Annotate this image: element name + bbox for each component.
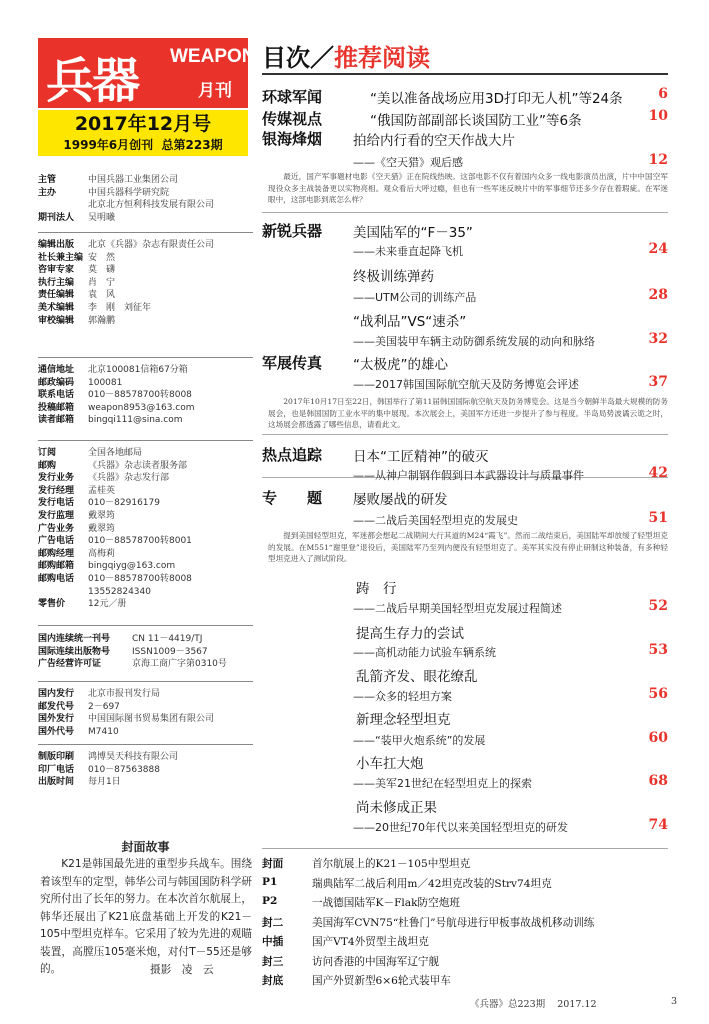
info-label: 邮政编码	[38, 377, 75, 388]
toc-article-title[interactable]: 小车扛大炮	[356, 756, 424, 772]
info-value: M7410	[88, 726, 119, 737]
toc-page-number[interactable]: 74	[648, 817, 668, 833]
toc-page-number[interactable]: 37	[648, 374, 668, 390]
toc-article-subtitle: ——美军21世纪在轻型坦克上的探索	[353, 777, 532, 790]
toc-article-title[interactable]: 乱箭齐发、眼花缭乱	[356, 669, 478, 685]
info-group	[38, 174, 253, 224]
picture-position: 封三	[262, 955, 284, 968]
info-row	[38, 535, 253, 548]
toc-article-title[interactable]: 新理念轻型坦克	[356, 712, 451, 728]
toc-article-subtitle: ——二战后美国轻型坦克的发展史	[353, 514, 518, 527]
picture-index-row	[262, 856, 470, 871]
toc-divider	[262, 212, 668, 213]
info-row	[38, 688, 253, 701]
info-value: 010－88578700转8008	[88, 390, 192, 401]
info-divider	[38, 232, 253, 233]
info-label: 制版印刷	[38, 752, 75, 762]
picture-index-row	[262, 895, 460, 910]
picture-caption: 访问香港的中国海军辽宁舰	[312, 955, 440, 968]
info-row	[38, 212, 253, 225]
info-label: 投稿邮箱	[38, 402, 75, 413]
info-row	[38, 447, 253, 460]
info-label: 社长兼主编	[38, 252, 84, 263]
info-label: 发行经理	[38, 485, 75, 496]
toc-page-number[interactable]: 56	[648, 686, 668, 702]
info-row	[38, 239, 253, 252]
total-issues: 总第223期	[161, 138, 223, 152]
picture-position: 封二	[262, 916, 284, 929]
toc-category: 热点追踪	[262, 446, 323, 464]
toc-page-number[interactable]: 68	[648, 773, 668, 789]
info-row	[38, 497, 253, 510]
info-row	[38, 472, 253, 485]
toc-article-subtitle: ——美国装甲车辆主动防御系统发展的动向和脉络	[353, 335, 595, 348]
info-value: 中国国际图书贸易集团有限公司	[88, 714, 215, 725]
info-value: 高梅莉	[88, 548, 116, 559]
toc-article-title[interactable]: “美以准备战场应用3D打印无人机”等24条	[370, 91, 623, 107]
info-value: 13552824340	[88, 586, 151, 597]
info-label: 订阅	[38, 448, 57, 458]
info-label: 编辑出版	[38, 240, 75, 250]
picture-position: 封面	[262, 858, 284, 870]
info-label: 广告电话	[38, 536, 75, 547]
info-label: 主办	[38, 187, 57, 198]
info-value: 010－88578700转8008	[88, 573, 192, 584]
toc-article-subtitle: ——“装甲火炮系统”的发展	[353, 734, 486, 747]
info-row	[38, 460, 253, 473]
info-row	[38, 252, 253, 265]
picture-position: 封底	[262, 975, 284, 987]
info-label: 审校编辑	[38, 315, 75, 326]
info-row	[38, 586, 253, 599]
info-value: 肖 宁	[88, 277, 116, 288]
footer-journal-name: 《兵器》总223期	[470, 999, 546, 1010]
picture-position: 中插	[262, 936, 284, 948]
info-divider	[38, 681, 253, 682]
info-value: 鸿博昊天科技有限公司	[88, 752, 179, 762]
page-number: 3	[671, 996, 678, 1007]
info-value: CN 11－4419/TJ	[132, 634, 203, 644]
toc-article-subtitle: ——未来垂直起降飞机	[353, 245, 463, 258]
info-label: 印厂电话	[38, 764, 75, 775]
info-label: 国内发行	[38, 689, 75, 699]
info-value: 郭瀚鹏	[88, 315, 116, 326]
info-row	[38, 199, 253, 212]
info-value: 《兵器》杂志发行部	[88, 473, 170, 484]
picture-index-row	[262, 915, 594, 930]
picture-position: P2	[262, 895, 278, 907]
toc-article-title[interactable]: 提高生存力的尝试	[356, 626, 464, 642]
toc-article-title[interactable]: 尚未修成正果	[356, 800, 437, 816]
toc-article-subtitle: ——《空天猎》观后感	[353, 156, 463, 169]
info-value: ISSN1009－3567	[132, 646, 208, 657]
info-row	[38, 302, 253, 315]
info-label: 执行主编	[38, 277, 75, 288]
toc-page-number[interactable]: 24	[648, 241, 668, 257]
toc-article-title[interactable]: 日本“工匠精神”的破灭	[353, 449, 489, 465]
picture-caption: 国产外贸新型6×6轮式装甲车	[312, 975, 451, 987]
info-row	[38, 598, 253, 611]
info-label: 国内连续统一刊号	[38, 634, 111, 644]
info-row	[38, 646, 253, 659]
toc-summary-note: 2017年10月17日至22日，韩国举行了第11届韩国国际航空航天及防务博览会。这是当今朝鲜半岛最大规模的防务展会，也是韩国国防工业水平的集中展现。本次展会上，美国军方还进一步提升了参与程度。半岛局势波谲云诡之时，这场展会都透露了哪些信息，请看此文。	[268, 397, 668, 429]
info-row	[38, 776, 253, 789]
masthead-logo	[38, 38, 256, 109]
info-value: 袁 风	[88, 290, 116, 301]
info-label: 发行业务	[38, 473, 75, 484]
toc-page-number[interactable]: 28	[648, 287, 668, 303]
info-row	[38, 315, 253, 328]
info-value: weapon8953@163.com	[88, 402, 195, 413]
info-row	[38, 264, 253, 277]
info-divider	[38, 744, 253, 745]
toc-category: 军展传真	[262, 354, 323, 372]
picture-index-row	[262, 973, 451, 988]
toc-divider	[262, 434, 668, 435]
info-row	[38, 633, 253, 646]
info-value: 010－82916179	[88, 498, 160, 509]
info-row	[38, 764, 253, 777]
picture-caption: 瑞典陆军二战后利用m／42坦克改装的Strv74坦克	[312, 877, 552, 890]
info-label: 邮购	[38, 460, 57, 471]
info-value: 010－88578700转8001	[88, 536, 192, 547]
info-value: 2－697	[88, 701, 120, 712]
toc-heading-main: 目次／	[262, 44, 334, 72]
toc-page-number[interactable]: 12	[648, 152, 668, 168]
toc-category: 专 题	[262, 489, 323, 507]
info-row	[38, 277, 253, 290]
info-row	[38, 402, 253, 415]
info-value: 安 然	[88, 252, 116, 263]
info-value: 北京100081信箱67分箱	[88, 365, 188, 375]
info-value: bingqiyg@163.com	[88, 561, 176, 572]
picture-position: P1	[262, 875, 278, 888]
toc-article-title[interactable]: “战利品”VS“速杀”	[353, 314, 467, 330]
toc-article-title[interactable]: “太极虎”的雄心	[353, 357, 448, 373]
info-row	[38, 751, 253, 764]
cover-story-text: K21是韩国最先进的重型步兵战车。围绕着该型车的定型，韩华公司与韩国国防科学研究所付出了长年的努力。在本次首尔航展上，韩华还展出了K21底盘基础上开发的K21－105中型坦克样车。它采用了较为先进的观瞄装置，高膛压105毫米炮，对付T－55还是够的。	[40, 858, 252, 975]
info-label: 广告业务	[38, 523, 75, 534]
info-label: 国外发行	[38, 714, 75, 725]
info-value: 李 刚 刘征年	[88, 302, 152, 313]
info-value: 100081	[88, 377, 123, 388]
info-row	[38, 573, 253, 586]
toc-article-subtitle: ——从神户制钢作假到日本武器设计与质量事件	[353, 469, 584, 482]
info-row	[38, 523, 253, 536]
info-label: 广告经营许可证	[38, 659, 102, 670]
info-row	[38, 658, 253, 671]
info-label: 咨审专家	[38, 265, 75, 276]
info-label: 邮购邮箱	[38, 561, 75, 572]
info-group	[38, 633, 253, 671]
info-value: 《兵器》杂志读者服务部	[88, 460, 188, 471]
footer-journal	[470, 996, 597, 1010]
info-row	[38, 713, 253, 726]
info-label: 国际连续出版物号	[38, 646, 111, 657]
info-row	[38, 510, 253, 523]
toc-category: 新锐兵器	[262, 222, 323, 240]
toc-article-title[interactable]: 美国陆军的“F－35”	[353, 225, 473, 241]
toc-page-number[interactable]: 42	[648, 465, 668, 481]
info-value: 中国兵器科学研究院	[88, 187, 170, 198]
toc-page-number[interactable]: 51	[648, 510, 668, 526]
info-value: 010－87563888	[88, 764, 160, 775]
info-group	[38, 447, 253, 611]
cover-story-heading: 封面故事	[121, 840, 170, 854]
toc-article-subtitle: ——众多的轻坦方案	[353, 690, 452, 703]
toc-article-subtitle: ——20世纪70年代以来美国轻型坦克的研发	[353, 821, 568, 834]
info-label: 邮购经理	[38, 548, 75, 559]
info-row	[38, 726, 253, 739]
info-label: 国外代号	[38, 726, 75, 737]
info-value: 戴翠筠	[88, 510, 116, 521]
picture-caption: 首尔航展上的K21－105中型坦克	[312, 858, 471, 870]
issue-banner	[38, 110, 248, 156]
info-value: 戴翠筠	[88, 523, 116, 534]
info-row	[38, 289, 253, 302]
toc-page-number[interactable]: 52	[648, 598, 668, 614]
info-group	[38, 688, 253, 738]
info-value: 孟桂英	[88, 485, 116, 496]
toc-article-subtitle: ——2017韩国国际航空航天及防务博览会评述	[353, 378, 579, 391]
info-label: 主管	[38, 175, 57, 185]
issue-founded	[38, 137, 248, 153]
info-divider	[38, 440, 253, 441]
info-group	[38, 751, 253, 789]
info-row	[38, 364, 253, 377]
issue-number: 2017年12月号	[74, 113, 212, 135]
info-label: 美术编辑	[38, 302, 75, 313]
cover-story-credit: 摄影 凌 云	[150, 964, 214, 976]
info-label: 读者邮箱	[38, 415, 75, 426]
masthead-subtitle: 月刊	[198, 81, 232, 101]
toc-article-title[interactable]: “俄国防部副部长谈国防工业”等6条	[370, 113, 582, 129]
info-label: 通信地址	[38, 365, 75, 375]
pictures-rule	[262, 848, 668, 849]
info-label: 期刊法人	[38, 212, 75, 223]
toc-page-number[interactable]: 60	[648, 730, 668, 746]
info-row	[38, 414, 253, 427]
toc-article-title[interactable]: 屡败屡战的研发	[353, 492, 448, 508]
info-value: 全国各地邮局	[88, 448, 143, 458]
info-label: 邮发代号	[38, 701, 75, 712]
info-label: 发行监理	[38, 510, 75, 521]
info-row	[38, 174, 253, 187]
toc-category: 银海烽烟	[262, 130, 323, 148]
founded-date: 1999年6月创刊	[63, 138, 154, 152]
toc-article-subtitle: ——UTM公司的训练产品	[353, 291, 477, 304]
info-value: 12元／册	[88, 599, 127, 610]
info-value: 中国兵器工业集团公司	[88, 175, 179, 185]
toc-page-number[interactable]: 53	[648, 642, 668, 658]
masthead-title-en: WEAPON	[170, 46, 256, 67]
toc-category: 环球军闻	[262, 88, 323, 106]
info-row	[38, 389, 253, 402]
info-row	[38, 701, 253, 714]
masthead-title-cn: 兵器	[46, 53, 139, 109]
toc-category: 传媒视点	[262, 110, 323, 128]
info-divider	[38, 625, 253, 626]
toc-heading-highlight: 推荐阅读	[334, 44, 430, 72]
toc-article-title[interactable]: 拍给内行看的空天作战大片	[353, 133, 515, 149]
picture-caption: 国产VT4外贸型主战坦克	[312, 936, 429, 948]
toc-article-title[interactable]: 终极训练弹药	[353, 269, 434, 285]
info-row	[38, 377, 253, 390]
info-value: 北京市报刊发行局	[88, 689, 161, 699]
info-row	[38, 560, 253, 573]
picture-index-row	[262, 954, 439, 969]
info-label: 邮购电话	[38, 573, 75, 584]
picture-caption: 一战德国陆军K－Flak防空炮班	[312, 897, 460, 909]
toc-article-subtitle: ——高机动能力试验车辆系统	[353, 646, 496, 659]
toc-summary-note: 提到美国轻型坦克，军迷都会想起二战期间大行其道的M24“霞飞”。然而二战结束后，美国陆军却放缓了轻型坦克的发展。在M551“谢里登”退役后，美国陆军乃至列内便没有轻型坦克了。美军其实没有停止研制这种装备，有多种轻型坦克进入了测试阶段。	[268, 531, 668, 563]
toc-top-rule	[262, 73, 668, 75]
info-label: 联系电话	[38, 390, 75, 401]
toc-heading	[262, 38, 430, 73]
picture-caption: 美国海军CVN75“杜鲁门”号航母进行甲板事故战机移动训练	[312, 916, 595, 929]
info-label	[38, 586, 88, 599]
info-value: 每月1日	[88, 777, 121, 788]
toc-page-number[interactable]: 32	[648, 331, 668, 347]
toc-article-title[interactable]: 踌 行	[356, 581, 397, 597]
info-row	[38, 187, 253, 200]
toc-article-subtitle: ——二战后早期美国轻型坦克发展过程简述	[353, 602, 562, 615]
info-label: 责任编辑	[38, 290, 75, 301]
info-value: 京海工商广字第0310号	[132, 659, 227, 670]
toc-page-number[interactable]: 10	[648, 108, 668, 124]
info-divider	[38, 357, 253, 358]
picture-index-row	[262, 876, 552, 891]
picture-index-row	[262, 934, 429, 949]
info-value: 北京《兵器》杂志有限责任公司	[88, 240, 215, 250]
info-label	[38, 199, 88, 212]
toc-page-number[interactable]: 6	[658, 86, 668, 102]
info-row	[38, 485, 253, 498]
info-label: 发行电话	[38, 498, 75, 509]
info-group	[38, 364, 253, 427]
info-value: 北京北方恒利科技发展有限公司	[88, 200, 215, 211]
footer-date: 2017.12	[557, 999, 597, 1010]
info-group	[38, 239, 253, 327]
info-value: bingqi111@sina.com	[88, 415, 183, 426]
info-value: 吴明曦	[88, 212, 116, 223]
info-value: 莫 礴	[88, 265, 116, 276]
toc-summary-note: 最近，国产军事题材电影《空天猎》正在院线热映。这部电影不仅有着国内众多一线电影演员出演，片中中国空军现役众多主战装备更以实物亮相。观众看后大呼过瘾，但也有一些军迷反映片中的军事细节还多少存在着瑕疵。在军迷眼中，这部电影到底怎么样？	[268, 172, 668, 204]
info-label: 零售价	[38, 599, 66, 610]
info-row	[38, 548, 253, 561]
info-label: 出版时间	[38, 777, 75, 788]
